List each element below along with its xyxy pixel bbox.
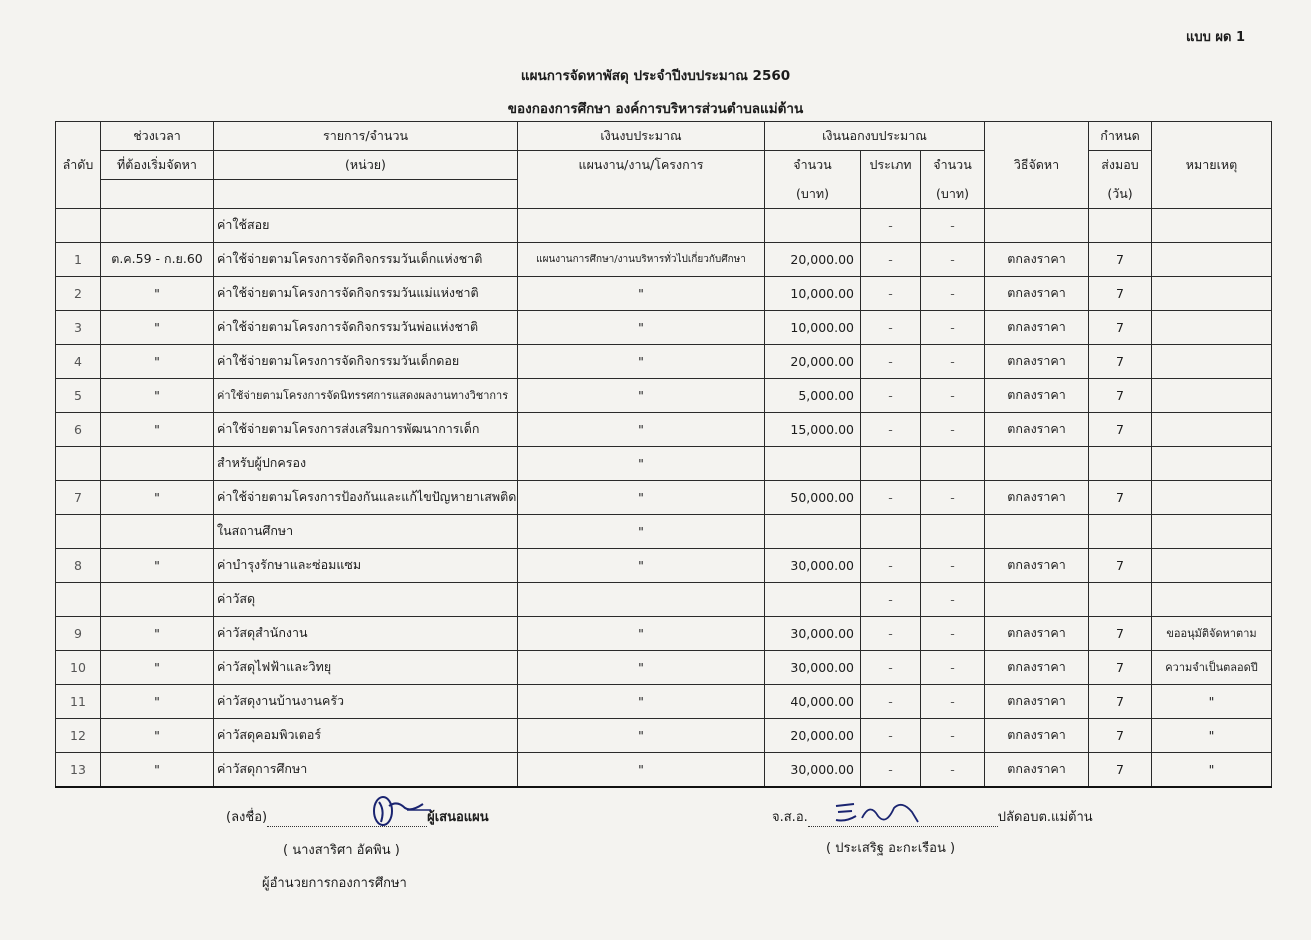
- proposer-role: ผู้เสนอแผน: [427, 810, 489, 825]
- cell-off-amount: -: [921, 718, 985, 752]
- cell-plan: [518, 582, 765, 616]
- header-amount-line1: จำนวน: [765, 151, 861, 180]
- cell-type: -: [861, 650, 921, 684]
- cell-type: -: [861, 310, 921, 344]
- cell-amount: 30,000.00: [765, 650, 861, 684]
- table-row: [56, 242, 1272, 276]
- cell-plan: [518, 208, 765, 242]
- cell-delivery-days: 7: [1089, 752, 1152, 787]
- cell-period: ": [101, 378, 214, 412]
- table-row: [56, 650, 1272, 684]
- cell-method: ตกลงราคา: [985, 344, 1089, 378]
- cell-order: 2: [56, 276, 101, 310]
- cell-type: -: [861, 242, 921, 276]
- cell-delivery-days: 7: [1089, 242, 1152, 276]
- cell-remark: [1152, 412, 1272, 446]
- table-row: [56, 752, 1272, 787]
- header-budget: เงินงบประมาณ: [518, 122, 765, 151]
- cell-method: [985, 446, 1089, 480]
- cell-item: ค่าใช้จ่ายตามโครงการจัดกิจกรรมวันเด็กดอย: [214, 344, 518, 378]
- cell-plan: ": [518, 378, 765, 412]
- cell-delivery-days: [1089, 208, 1152, 242]
- cell-off-amount: [921, 514, 985, 548]
- cell-type: -: [861, 378, 921, 412]
- table-row: [56, 480, 1272, 514]
- cell-order: 9: [56, 616, 101, 650]
- cell-item: ค่าบำรุงรักษาและซ่อมแซม: [214, 548, 518, 582]
- cell-type: [861, 514, 921, 548]
- cell-remark: [1152, 548, 1272, 582]
- table-row: [56, 514, 1272, 548]
- proposer-name: ( นางสาริศา อัคพิน ): [283, 843, 400, 858]
- cell-delivery-days: [1089, 514, 1152, 548]
- table-row: [56, 582, 1272, 616]
- cell-method: [985, 208, 1089, 242]
- cell-item: ค่าวัสดุไฟฟ้าและวิทยุ: [214, 650, 518, 684]
- header-off-budget: เงินนอกงบประมาณ: [765, 122, 985, 151]
- cell-delivery-days: 7: [1089, 412, 1152, 446]
- cell-off-amount: -: [921, 650, 985, 684]
- cell-remark: [1152, 276, 1272, 310]
- cell-method: ตกลงราคา: [985, 310, 1089, 344]
- proposer-signature-mark: [267, 812, 427, 827]
- cell-type: -: [861, 480, 921, 514]
- cell-method: ตกลงราคา: [985, 412, 1089, 446]
- cell-remark: ": [1152, 684, 1272, 718]
- table-row: [56, 684, 1272, 718]
- cell-order: 1: [56, 242, 101, 276]
- cell-off-amount: -: [921, 752, 985, 787]
- cell-item: ค่าวัสดุสำนักงาน: [214, 616, 518, 650]
- cell-amount: [765, 514, 861, 548]
- cell-period: ": [101, 684, 214, 718]
- header-item-line1: รายการ/จำนวน: [214, 122, 518, 151]
- cell-item: ค่าใช้สอย: [214, 208, 518, 242]
- cell-order: [56, 582, 101, 616]
- header-delivery-line3: (วัน): [1089, 180, 1152, 209]
- cell-item: ในสถานศึกษา: [214, 514, 518, 548]
- cell-off-amount: -: [921, 684, 985, 718]
- cell-remark: [1152, 480, 1272, 514]
- cell-off-amount: -: [921, 480, 985, 514]
- cell-order: 11: [56, 684, 101, 718]
- proposer-signature-line: [226, 806, 489, 827]
- header-period-line1: ช่วงเวลา: [101, 122, 214, 151]
- table-row: [56, 310, 1272, 344]
- handwritten-signature-icon: [832, 798, 932, 828]
- cell-amount: 10,000.00: [765, 276, 861, 310]
- cell-off-amount: -: [921, 276, 985, 310]
- cell-remark: [1152, 378, 1272, 412]
- table-row: [56, 548, 1272, 582]
- cell-order: 8: [56, 548, 101, 582]
- document-subtitle: ของกองการศึกษา องค์การบริหารส่วนตำบลแม่ต้าน: [507, 101, 804, 117]
- header-remark: หมายเหตุ: [1152, 122, 1272, 209]
- cell-plan: ": [518, 344, 765, 378]
- cell-off-amount: -: [921, 208, 985, 242]
- cell-amount: 15,000.00: [765, 412, 861, 446]
- cell-amount: [765, 446, 861, 480]
- cell-item: ค่าวัสดุงานบ้านงานครัว: [214, 684, 518, 718]
- cell-plan: ": [518, 616, 765, 650]
- cell-amount: 50,000.00: [765, 480, 861, 514]
- cell-period: [101, 582, 214, 616]
- cell-item: ค่าวัสดุการศึกษา: [214, 752, 518, 787]
- cell-type: -: [861, 684, 921, 718]
- cell-off-amount: -: [921, 616, 985, 650]
- cell-remark: [1152, 344, 1272, 378]
- cell-plan: ": [518, 310, 765, 344]
- cell-plan: ": [518, 276, 765, 310]
- cell-period: ": [101, 718, 214, 752]
- cell-off-amount: -: [921, 242, 985, 276]
- cell-remark: ความจำเป็นตลอดปี: [1152, 650, 1272, 684]
- cell-order: 13: [56, 752, 101, 787]
- header-item-spacer: [214, 180, 518, 209]
- cell-amount: [765, 208, 861, 242]
- cell-period: ": [101, 752, 214, 787]
- header-method: วิธีจัดหา: [985, 122, 1089, 209]
- cell-type: -: [861, 718, 921, 752]
- header-item-line2: (หน่วย): [214, 151, 518, 180]
- cell-method: ตกลงราคา: [985, 276, 1089, 310]
- cell-remark: ": [1152, 752, 1272, 787]
- cell-amount: 10,000.00: [765, 310, 861, 344]
- cell-order: 3: [56, 310, 101, 344]
- signature-prefix: (ลงชื่อ): [226, 810, 268, 825]
- cell-method: ตกลงราคา: [985, 378, 1089, 412]
- cell-method: ตกลงราคา: [985, 616, 1089, 650]
- cell-remark: ": [1152, 718, 1272, 752]
- cell-remark: [1152, 310, 1272, 344]
- cell-amount: 20,000.00: [765, 344, 861, 378]
- cell-type: -: [861, 616, 921, 650]
- cell-period: ": [101, 548, 214, 582]
- cell-method: ตกลงราคา: [985, 718, 1089, 752]
- cell-amount: 30,000.00: [765, 548, 861, 582]
- table-row: [56, 446, 1272, 480]
- cell-type: -: [861, 582, 921, 616]
- cell-method: ตกลงราคา: [985, 480, 1089, 514]
- approver-signature-line: [772, 806, 1093, 827]
- cell-delivery-days: 7: [1089, 684, 1152, 718]
- cell-remark: [1152, 582, 1272, 616]
- cell-period: ": [101, 344, 214, 378]
- cell-delivery-days: 7: [1089, 650, 1152, 684]
- cell-delivery-days: 7: [1089, 616, 1152, 650]
- cell-period: ": [101, 650, 214, 684]
- header-amount-line2: (บาท): [765, 180, 861, 209]
- cell-type: [861, 446, 921, 480]
- cell-method: ตกลงราคา: [985, 242, 1089, 276]
- cell-method: [985, 514, 1089, 548]
- cell-method: ตกลงราคา: [985, 684, 1089, 718]
- cell-amount: 40,000.00: [765, 684, 861, 718]
- cell-order: [56, 208, 101, 242]
- cell-order: [56, 446, 101, 480]
- table-row: [56, 344, 1272, 378]
- cell-type: -: [861, 548, 921, 582]
- cell-period: ต.ค.59 - ก.ย.60: [101, 242, 214, 276]
- cell-off-amount: -: [921, 412, 985, 446]
- cell-off-amount: -: [921, 310, 985, 344]
- cell-type: -: [861, 752, 921, 787]
- cell-delivery-days: 7: [1089, 548, 1152, 582]
- cell-plan: ": [518, 446, 765, 480]
- header-delivery-line1: กำหนด: [1089, 122, 1152, 151]
- signature-prefix: จ.ส.อ.: [772, 810, 808, 825]
- table-header: [56, 122, 1272, 209]
- cell-plan: ": [518, 684, 765, 718]
- cell-plan: ": [518, 752, 765, 787]
- cell-method: ตกลงราคา: [985, 752, 1089, 787]
- table-row: [56, 412, 1272, 446]
- cell-item: ค่าวัสดุคอมพิวเตอร์: [214, 718, 518, 752]
- cell-amount: 30,000.00: [765, 616, 861, 650]
- table-row: [56, 208, 1272, 242]
- cell-item: ค่าใช้จ่ายตามโครงการจัดกิจกรรมวันแม่แห่งชาติ: [214, 276, 518, 310]
- approver-signature-mark: [808, 812, 998, 827]
- cell-method: ตกลงราคา: [985, 650, 1089, 684]
- cell-type: -: [861, 208, 921, 242]
- cell-plan: ": [518, 548, 765, 582]
- approver-name: ( ประเสริฐ อะกะเรือน ): [826, 841, 956, 856]
- cell-plan: แผนงานการศึกษา/งานบริหารทั่วไปเกี่ยวกับศึกษา: [518, 242, 765, 276]
- cell-plan: ": [518, 650, 765, 684]
- cell-delivery-days: 7: [1089, 310, 1152, 344]
- cell-period: ": [101, 616, 214, 650]
- proposer-position: ผู้อำนวยการกองการศึกษา: [262, 876, 407, 891]
- cell-amount: 20,000.00: [765, 718, 861, 752]
- cell-order: 7: [56, 480, 101, 514]
- cell-remark: [1152, 242, 1272, 276]
- cell-type: -: [861, 276, 921, 310]
- cell-method: [985, 582, 1089, 616]
- cell-item: ค่าใช้จ่ายตามโครงการจัดนิทรรศการแสดงผลงานทางวิชาการ: [214, 378, 518, 412]
- table-row: [56, 276, 1272, 310]
- cell-remark: [1152, 446, 1272, 480]
- cell-item: สำหรับผู้ปกครอง: [214, 446, 518, 480]
- cell-order: [56, 514, 101, 548]
- header-period-spacer: [101, 180, 214, 209]
- cell-delivery-days: 7: [1089, 276, 1152, 310]
- cell-type: -: [861, 412, 921, 446]
- cell-item: ค่าใช้จ่ายตามโครงการส่งเสริมการพัฒนาการเด็ก: [214, 412, 518, 446]
- cell-order: 6: [56, 412, 101, 446]
- cell-amount: 20,000.00: [765, 242, 861, 276]
- table-row: [56, 616, 1272, 650]
- cell-amount: 5,000.00: [765, 378, 861, 412]
- procurement-plan-table: [55, 121, 1272, 788]
- header-off-amount-line2: (บาท): [921, 180, 985, 209]
- cell-off-amount: -: [921, 582, 985, 616]
- cell-plan: ": [518, 412, 765, 446]
- cell-period: [101, 208, 214, 242]
- cell-amount: 30,000.00: [765, 752, 861, 787]
- cell-period: ": [101, 310, 214, 344]
- cell-plan: ": [518, 480, 765, 514]
- header-off-amount-line1: จำนวน: [921, 151, 985, 180]
- cell-order: 5: [56, 378, 101, 412]
- cell-delivery-days: 7: [1089, 718, 1152, 752]
- cell-item: ค่าวัสดุ: [214, 582, 518, 616]
- table-row: [56, 378, 1272, 412]
- cell-period: ": [101, 412, 214, 446]
- cell-off-amount: -: [921, 344, 985, 378]
- cell-delivery-days: 7: [1089, 378, 1152, 412]
- cell-order: 12: [56, 718, 101, 752]
- table-body: [56, 208, 1272, 787]
- cell-plan: ": [518, 514, 765, 548]
- header-type: ประเภท: [861, 151, 921, 209]
- cell-off-amount: [921, 446, 985, 480]
- cell-period: ": [101, 480, 214, 514]
- table-row: [56, 718, 1272, 752]
- cell-off-amount: -: [921, 548, 985, 582]
- handwritten-signature-icon: [367, 794, 437, 828]
- cell-delivery-days: 7: [1089, 344, 1152, 378]
- cell-delivery-days: [1089, 446, 1152, 480]
- cell-order: 10: [56, 650, 101, 684]
- cell-plan: ": [518, 718, 765, 752]
- header-plan: แผนงาน/งาน/โครงการ: [518, 151, 765, 209]
- cell-item: ค่าใช้จ่ายตามโครงการป้องกันและแก้ไขปัญหายาเสพติด: [214, 480, 518, 514]
- header-period-line2: ที่ต้องเริ่มจัดหา: [101, 151, 214, 180]
- header-delivery-line2: ส่งมอบ: [1089, 151, 1152, 180]
- cell-order: 4: [56, 344, 101, 378]
- cell-method: ตกลงราคา: [985, 548, 1089, 582]
- cell-remark: ขออนุมัติจัดหาตาม: [1152, 616, 1272, 650]
- document-title: แผนการจัดหาพัสดุ ประจำปีงบประมาณ 2560: [520, 68, 791, 84]
- header-order: ลำดับ: [56, 122, 101, 209]
- cell-item: ค่าใช้จ่ายตามโครงการจัดกิจกรรมวันเด็กแห่งชาติ: [214, 242, 518, 276]
- cell-item: ค่าใช้จ่ายตามโครงการจัดกิจกรรมวันพ่อแห่งชาติ: [214, 310, 518, 344]
- cell-delivery-days: 7: [1089, 480, 1152, 514]
- cell-remark: [1152, 514, 1272, 548]
- cell-delivery-days: [1089, 582, 1152, 616]
- approver-role: ปลัดอบต.แม่ต้าน: [997, 810, 1093, 825]
- cell-period: [101, 514, 214, 548]
- cell-off-amount: -: [921, 378, 985, 412]
- cell-period: ": [101, 276, 214, 310]
- form-code: แบบ ผด 1: [1185, 30, 1245, 45]
- cell-amount: [765, 582, 861, 616]
- cell-period: [101, 446, 214, 480]
- cell-remark: [1152, 208, 1272, 242]
- cell-type: -: [861, 344, 921, 378]
